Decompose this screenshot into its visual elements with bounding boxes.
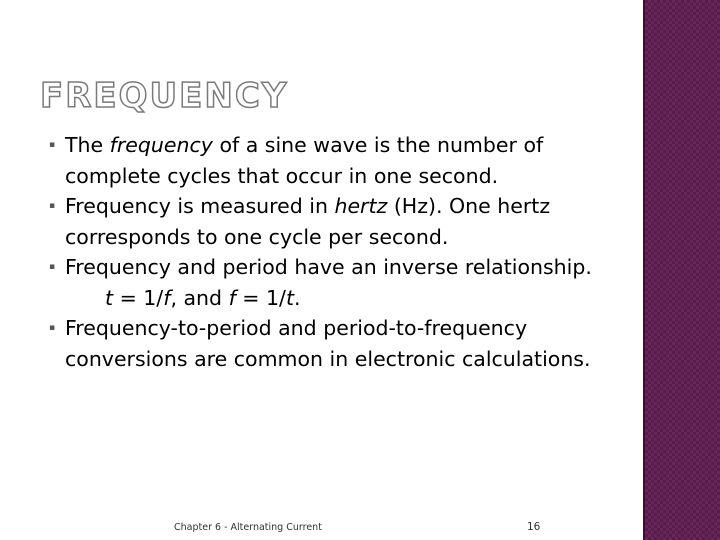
formula-variable: f xyxy=(163,285,171,310)
formula-text: = 1/ xyxy=(235,285,286,310)
formula-variable: t xyxy=(285,285,294,310)
emphasized-term: frequency xyxy=(109,133,213,157)
bullet-icon: ▪ xyxy=(49,262,56,272)
bullet-text: of a sine wave is the number of complete cycles that occur in one second. xyxy=(65,133,544,188)
decorative-side-band xyxy=(643,0,720,540)
formula-text: , and xyxy=(170,285,229,310)
bullet-item-conversions xyxy=(45,313,605,374)
footer-chapter: Chapter 6 - Alternating Current xyxy=(174,522,322,533)
formula-text: = 1/ xyxy=(113,285,164,310)
bullet-icon: ▪ xyxy=(49,201,56,211)
bullet-item-hertz xyxy=(45,191,605,252)
bullet-list xyxy=(45,130,605,374)
bullet-text: The xyxy=(65,133,110,157)
formula-variable: t xyxy=(105,285,114,310)
bullet-text: (Hz). One hertz corresponds to one cycle per second. xyxy=(65,194,551,249)
page-number: 16 xyxy=(527,521,541,533)
bullet-text: Frequency-to-period and period-to-frequency conversions are common in electronic calculations. xyxy=(65,316,591,371)
slide-title: FREQUENCY xyxy=(40,76,289,116)
emphasized-term: hertz xyxy=(334,194,388,218)
bullet-text: Frequency and period have an inverse relationship. xyxy=(65,255,592,279)
bullet-icon: ▪ xyxy=(49,140,56,150)
bullet-item-frequency-definition xyxy=(45,130,605,191)
bullet-icon: ▪ xyxy=(49,323,56,333)
formula-variable: f xyxy=(228,285,236,310)
formula-text: . xyxy=(294,285,301,310)
bullet-item-inverse-relationship xyxy=(45,252,605,313)
bullet-text: Frequency is measured in xyxy=(65,194,335,218)
